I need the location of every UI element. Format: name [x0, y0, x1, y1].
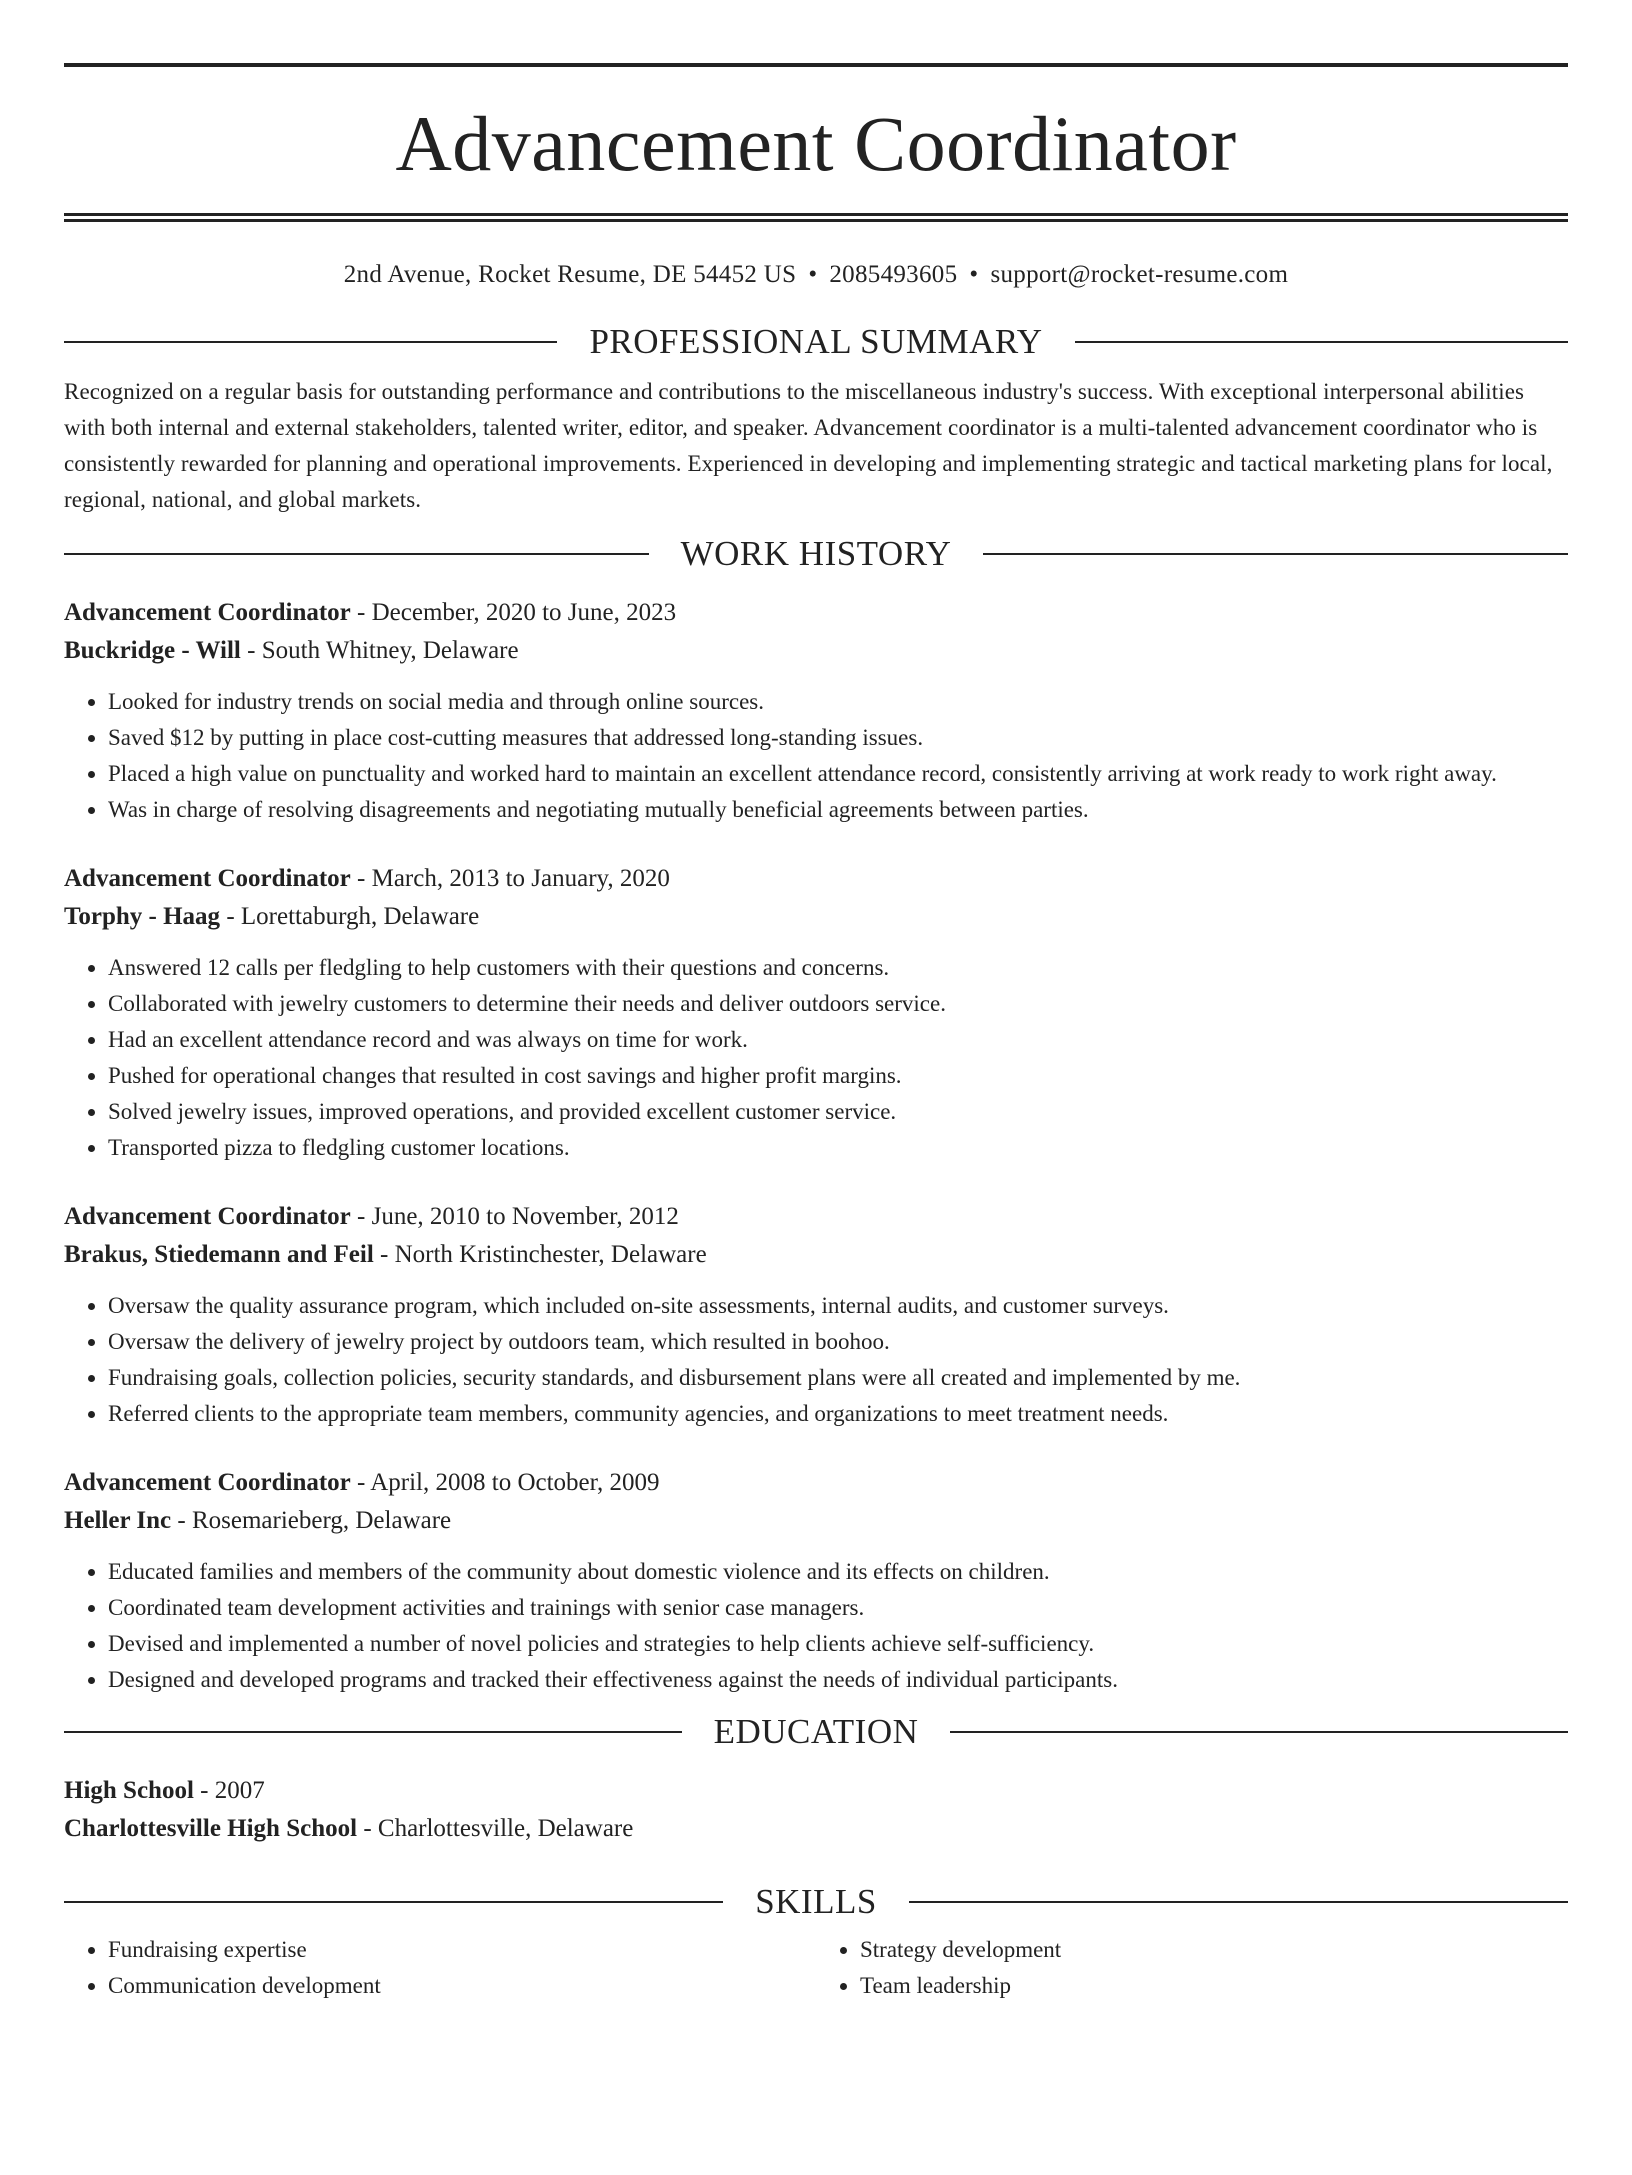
section-rule: [950, 1731, 1568, 1733]
top-rule: [64, 63, 1568, 67]
job-bullets: [64, 1554, 1568, 1698]
contact-email: support@rocket-resume.com: [990, 261, 1289, 288]
job-bullet: • Devised and implemented a number of novel policies and strategies to help clients achieve self-sufficiency.: [108, 1626, 1568, 1662]
section-rule: [1075, 341, 1568, 343]
job-company-line: [64, 898, 1568, 936]
job-bullet: • Coordinated team development activities and trainings with senior case managers.: [108, 1590, 1568, 1626]
job-company: Brakus, Stiedemann and Feil: [64, 1241, 374, 1268]
job-location: - Rosemarieberg, Delaware: [171, 1507, 452, 1534]
skill-item: • Fundraising expertise: [108, 1932, 816, 1968]
education-degree-line: [64, 1772, 1568, 1810]
section-title: PROFESSIONAL SUMMARY: [589, 322, 1043, 361]
summary-text: Recognized on a regular basis for outstanding performance and contributions to the miscellaneous industry's success. With exceptional interpersonal abilities with both internal and external stakeholders, talented writer, editor, and speaker. Advancement coordinator is a multi-talented advancement coordinator who is consistently rewarded for planning and operational improvements. Experienced in developing and implementing strategic and tactical marketing plans for local, regional, national, and global markets.: [64, 379, 1553, 512]
job-bullet: • Collaborated with jewelry customers to determine their needs and deliver outdoors service.: [108, 986, 1568, 1022]
job-bullet: • Educated families and members of the community about domestic violence and its effects on children.: [108, 1554, 1568, 1590]
job-bullet: • Had an excellent attendance record and was always on time for work.: [108, 1022, 1568, 1058]
double-rule: [64, 213, 1568, 222]
job-bullet: • Placed a high value on punctuality and worked hard to maintain an excellent attendance record, consistently arriving at work ready to work right away.: [108, 756, 1568, 792]
education-degree: High School: [64, 1777, 194, 1804]
section-title: EDUCATION: [713, 1712, 919, 1751]
contact-line: [64, 258, 1568, 292]
section-rule: [64, 1731, 682, 1733]
resume-name: Advancement Coordinator: [395, 100, 1237, 187]
job-bullet: • Solved jewelry issues, improved operations, and provided excellent customer service.: [108, 1094, 1568, 1130]
job-location: - Lorettaburgh, Delaware: [220, 903, 480, 930]
job-bullet: • Referred clients to the appropriate team members, community agencies, and organizations to meet treatment needs.: [108, 1396, 1568, 1432]
contact-separator: •: [969, 261, 979, 288]
education-school-line: [64, 1810, 1568, 1848]
job-bullet: • Transported pizza to fledgling customer locations.: [108, 1130, 1568, 1166]
job-bullet: • Fundraising goals, collection policies, security standards, and disbursement plans were all created and implemented by me.: [108, 1360, 1568, 1396]
job-title-line: [64, 1464, 1568, 1502]
job-bullets: [64, 1288, 1568, 1432]
job-bullet: • Was in charge of resolving disagreements and negotiating mutually beneficial agreements between parties.: [108, 792, 1568, 828]
job-location: - South Whitney, Delaware: [240, 637, 519, 664]
job-bullet: • Oversaw the delivery of jewelry project by outdoors team, which resulted in boohoo.: [108, 1324, 1568, 1360]
job-dates: - March, 2013 to January, 2020: [350, 865, 670, 892]
job-bullets: [64, 684, 1568, 828]
skill-item: • Team leadership: [860, 1968, 1568, 2004]
job-title-line: [64, 1198, 1568, 1236]
education-school: Charlottesville High School: [64, 1815, 358, 1842]
section-header-summary: [64, 320, 1568, 364]
job-bullet: • Designed and developed programs and tracked their effectiveness against the needs of individual participants.: [108, 1662, 1568, 1698]
job-bullet: • Saved $12 by putting in place cost-cutting measures that addressed long-standing issues.: [108, 720, 1568, 756]
skills-grid: [64, 1932, 1568, 2004]
section-title: WORK HISTORY: [680, 534, 952, 573]
contact-separator: •: [808, 261, 818, 288]
job-title: Advancement Coordinator: [64, 865, 351, 892]
section-rule: [983, 553, 1568, 555]
job-bullet: • Pushed for operational changes that resulted in cost savings and higher profit margins.: [108, 1058, 1568, 1094]
skill-item: • Strategy development: [860, 1932, 1568, 1968]
section-header-work: [64, 532, 1568, 576]
job-dates: - June, 2010 to November, 2012: [350, 1203, 679, 1230]
skills-column-left: [64, 1932, 816, 2004]
job-entry: [64, 594, 1568, 828]
job-entry: [64, 860, 1568, 1166]
skill-item: • Communication development: [108, 1968, 816, 2004]
section-header-skills: [64, 1880, 1568, 1924]
job-company-line: [64, 1502, 1568, 1540]
resume-page: [0, 63, 1632, 2175]
section-rule: [64, 1901, 723, 1903]
job-company-line: [64, 632, 1568, 670]
section-header-education: [64, 1710, 1568, 1754]
education-entry: [64, 1772, 1568, 1848]
job-title: Advancement Coordinator: [64, 599, 351, 626]
job-entry: [64, 1464, 1568, 1698]
job-company: Heller Inc: [64, 1507, 172, 1534]
job-bullet: • Answered 12 calls per fledgling to help customers with their questions and concerns.: [108, 950, 1568, 986]
job-company: Buckridge - Will: [64, 637, 241, 664]
job-company-line: [64, 1236, 1568, 1274]
job-title-line: [64, 860, 1568, 898]
job-dates: - December, 2020 to June, 2023: [350, 599, 677, 626]
job-location: - North Kristinchester, Delaware: [373, 1241, 707, 1268]
section-rule: [909, 1901, 1568, 1903]
job-dates: - April, 2008 to October, 2009: [350, 1469, 660, 1496]
section-rule: [64, 553, 649, 555]
job-title: Advancement Coordinator: [64, 1469, 351, 1496]
section-rule: [64, 341, 557, 343]
contact-phone: 2085493605: [829, 261, 958, 288]
education-location: - Charlottesville, Delaware: [357, 1815, 634, 1842]
contact-address: 2nd Avenue, Rocket Resume, DE 54452 US: [343, 261, 797, 288]
education-year: - 2007: [193, 1777, 265, 1804]
job-company: Torphy - Haag: [64, 903, 221, 930]
job-bullets: [64, 950, 1568, 1166]
job-title-line: [64, 594, 1568, 632]
job-entry: [64, 1198, 1568, 1432]
job-bullet: • Oversaw the quality assurance program, which included on-site assessments, internal audits, and customer surveys.: [108, 1288, 1568, 1324]
section-title: SKILLS: [755, 1882, 877, 1921]
skills-column-right: [816, 1932, 1568, 2004]
job-title: Advancement Coordinator: [64, 1203, 351, 1230]
job-bullet: • Looked for industry trends on social media and through online sources.: [108, 684, 1568, 720]
